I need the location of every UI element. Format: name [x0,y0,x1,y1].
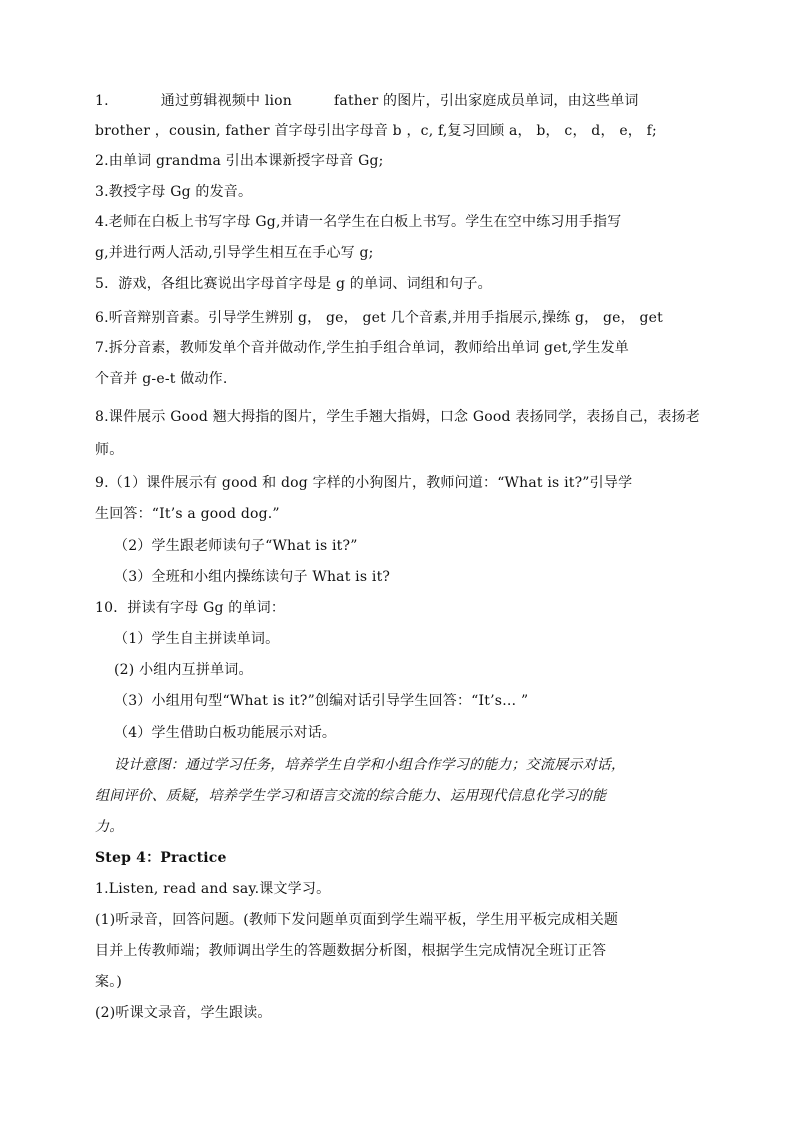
item-9-sub-2: （2）学生跟老师读句子“What is it?” [114,538,358,554]
item-8-line-2: 师。 [95,442,124,458]
step-4-item-1: 1.Listen, read and say.课文学习。 [95,881,331,897]
item-6: 6.听音辩别音素。引导学生辨别 g， ge， get 几个音素,并用手指展示,操练 g， ge， get [95,310,663,326]
item-9-line-2: 生回答：“It’s a good dog.” [95,506,280,522]
item-5: 5．游戏，各组比赛说出字母首字母是 g 的单词、词组和句子。 [95,276,492,292]
item-3: 3.教授字母 Gg 的发音。 [95,184,253,200]
step-4-heading: Step 4：Practice [95,850,227,866]
item-1-line-1 [95,91,700,111]
step-4-sub-1-line-2: 目并上传教师端；教师调出学生的答题数据分析图，根据学生完成情况全班订正答 [95,943,607,959]
item-1-number: 1. [95,93,109,109]
item-7-line-1: 7.拆分音素，教师发单个音并做动作,学生拍手组合单词，教师给出单词 get,学生发单 [95,340,629,356]
item-1-text-b: father 的图片，引出家庭成员单词，由这些单词 [334,93,639,109]
item-9-line-1: 9.（1）课件展示有 good 和 dog 字样的小狗图片，教师问道：“What is it?”引导学 [95,475,633,491]
step-4-sub-1-line-1: (1)听录音，回答问题。(教师下发问题单页面到学生端平板，学生用平板完成相关题 [95,912,619,928]
design-intent-line-3: 力。 [95,819,124,835]
item-10-title: 10．拼读有字母 Gg 的单词： [95,600,286,616]
item-4-line-1: 4.老师在白板上书写字母 Gg,并请一名学生在白板上书写。学生在空中练习用手指写 [95,214,622,230]
step-4-sub-1-line-3: 案。) [95,974,123,990]
item-10-sub-2: (2) 小组内互拼单词。 [114,662,253,678]
item-2: 2.由单词 grandma 引出本课新授字母音 Gg; [95,153,384,169]
design-intent-line-1: 设计意图：通过学习任务，培养学生自学和小组合作学习的能力；交流展示对话， [114,757,626,773]
design-intent-line-2: 组间评价、质疑，培养学生学习和语言交流的综合能力、运用现代信息化学习的能 [95,788,607,804]
item-7-line-2: 个音并 g-e-t 做动作. [95,371,228,387]
item-1-line-2: brother ，cousin, father 首字母引出字母音 b ，c, f,复习回顾 a， b， c， d， e， f; [95,123,657,139]
item-4-line-2: g,并进行两人活动,引导学生相互在手心写 g; [95,245,374,261]
item-8-line-1: 8.课件展示 Good 翘大拇指的图片，学生手翘大指姆，口念 Good 表扬同学，表扬自己，表扬老 [95,409,700,425]
item-10-sub-1: （1）学生自主拼读单词。 [114,631,280,647]
item-1-text-a: 通过剪辑视频中 lion [160,93,293,109]
item-10-sub-3: （3）小组用句型“What is it?”创编对话引导学生回答：“It’s… ” [114,693,529,709]
step-4-sub-2: (2)听课文录音，学生跟读。 [95,1005,272,1021]
item-10-sub-4: （4）学生借助白板功能展示对话。 [114,725,337,741]
item-9-sub-3: （3）全班和小组内操练读句子 What is it? [114,569,391,585]
